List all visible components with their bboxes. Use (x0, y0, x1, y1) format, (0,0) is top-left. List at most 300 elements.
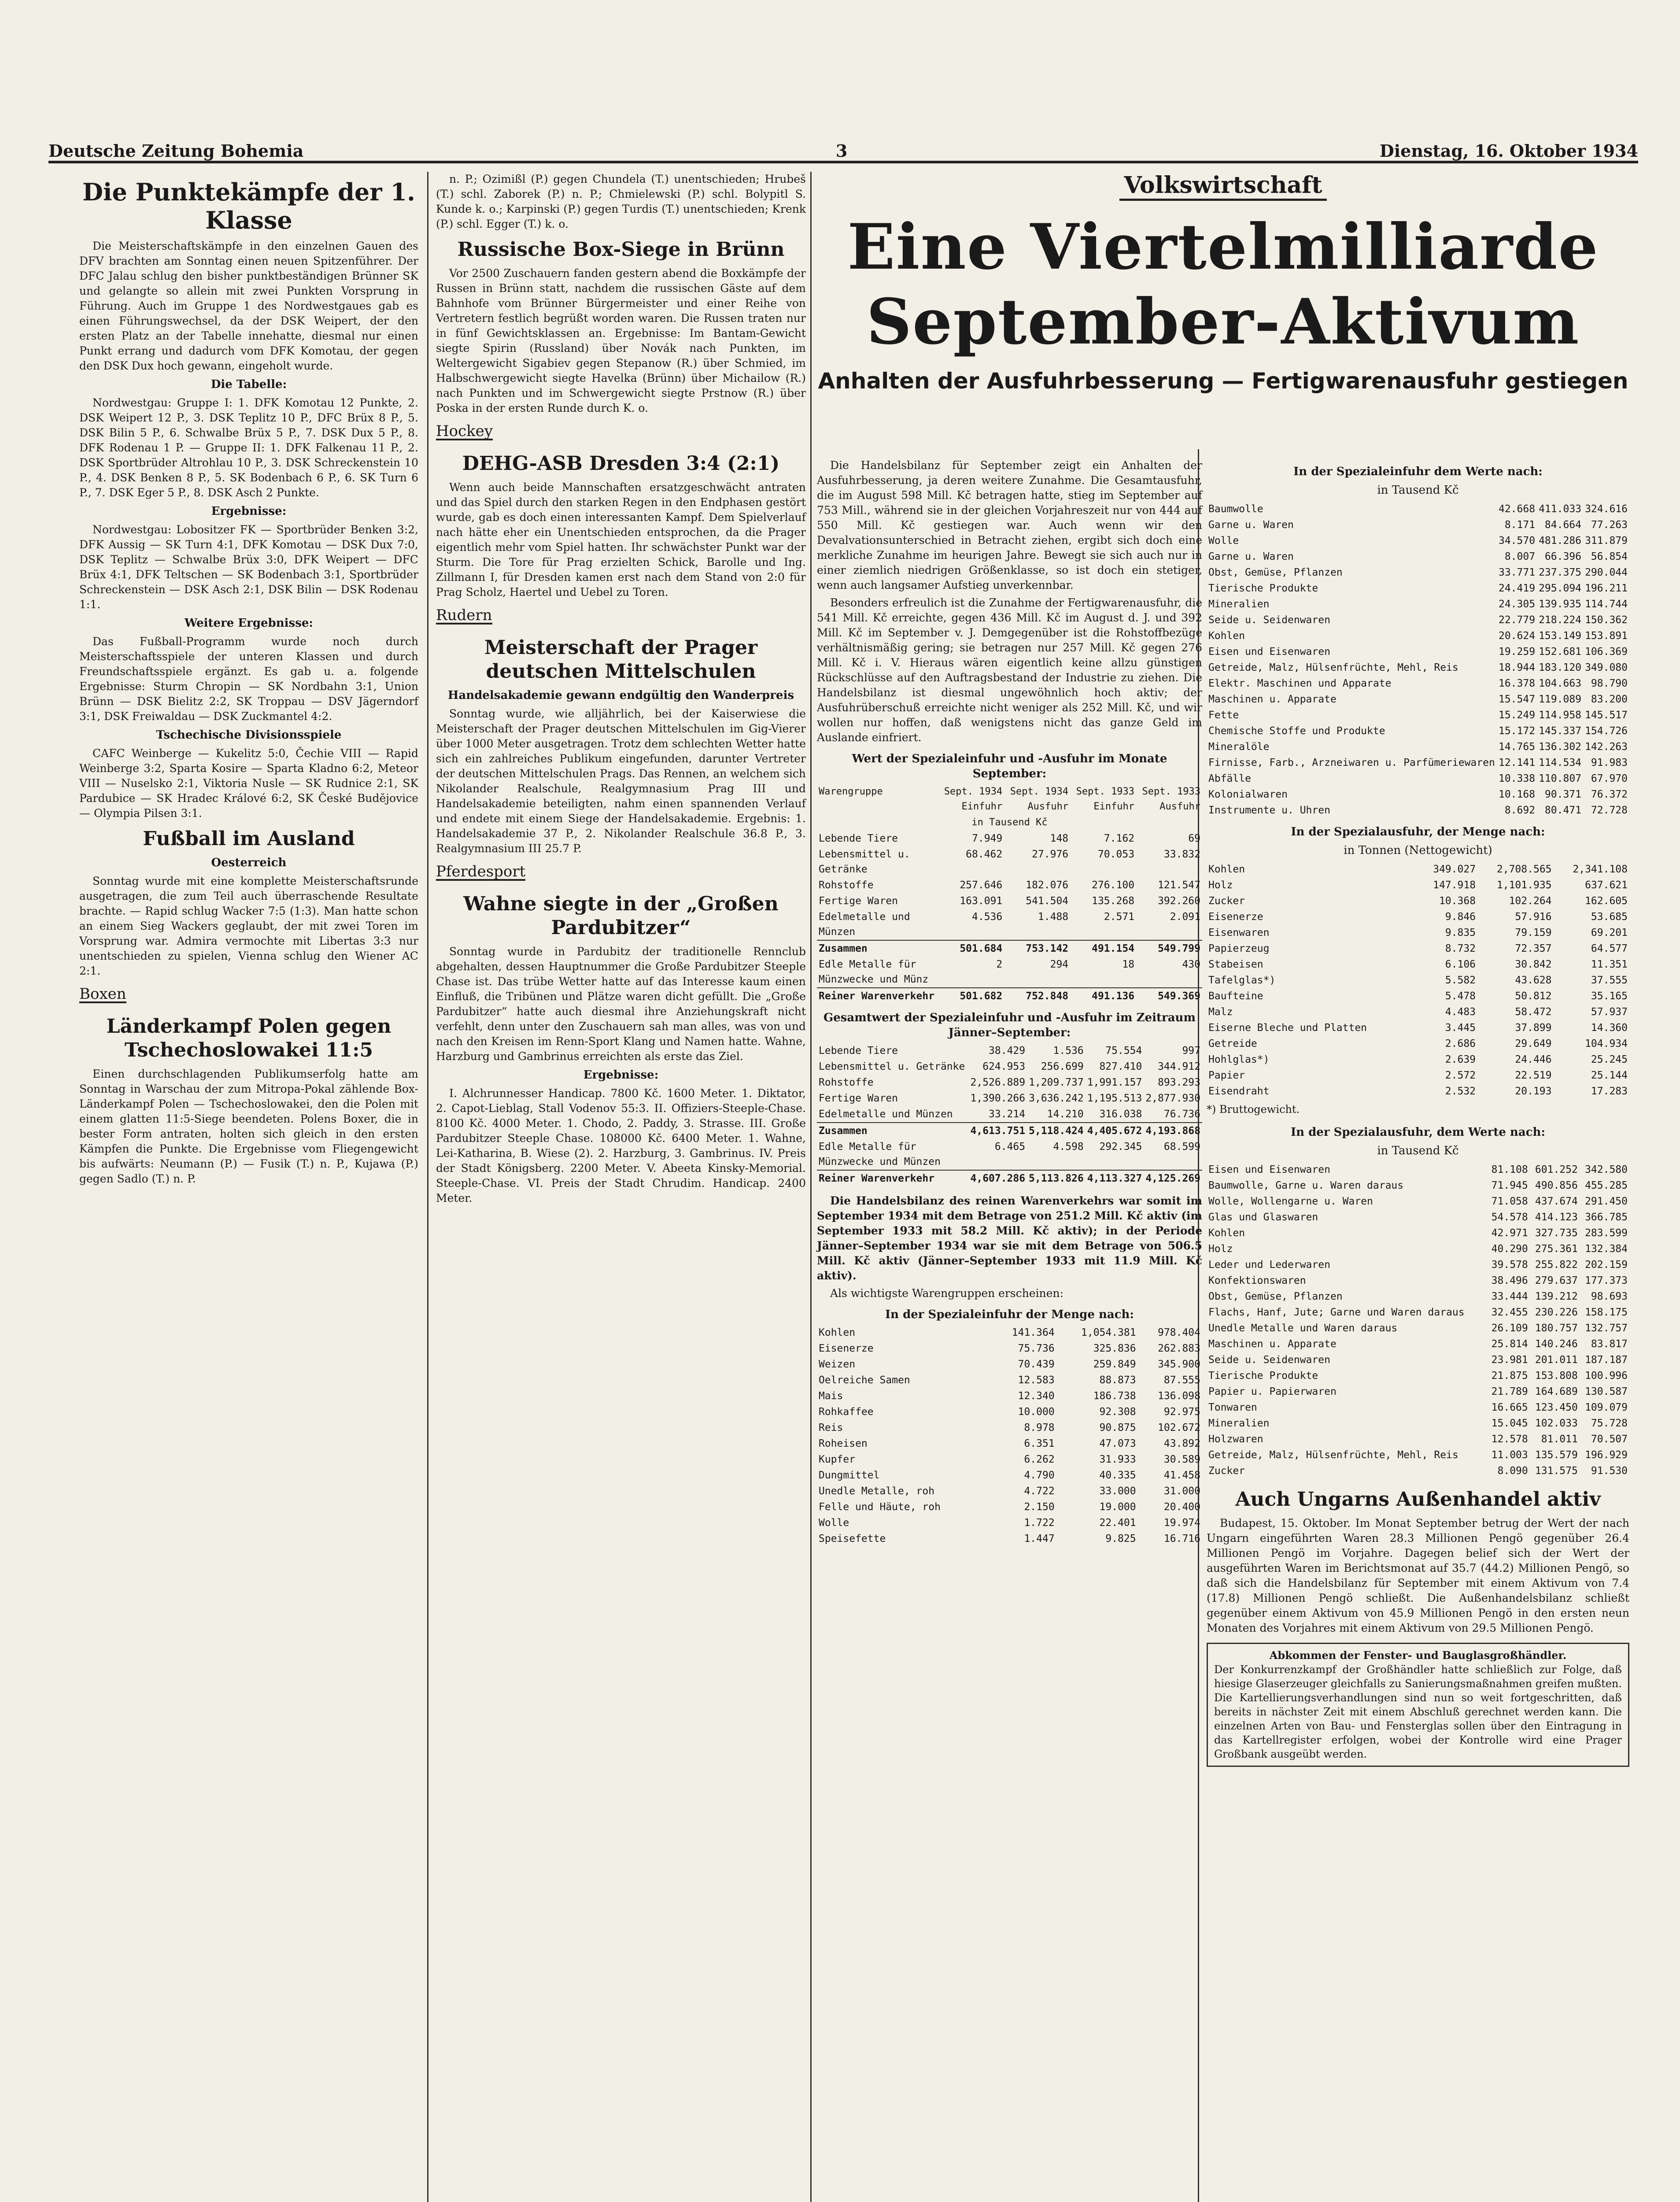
table-cell: 201.011 (1535, 1354, 1578, 1366)
table-cell: 501.682 (938, 988, 1004, 1004)
row-label: Tierische Produkte (1208, 583, 1318, 594)
table-cell: 893.293 (1158, 1077, 1200, 1088)
table-row (1207, 1020, 1629, 1036)
table-cell: 8.978 (1024, 1422, 1055, 1434)
row-label: Rohstoffe (819, 1077, 874, 1088)
row-label: Tierische Produkte (1208, 1370, 1318, 1382)
table-cell: 11.351 (1591, 959, 1628, 970)
column-sport-2 (436, 172, 806, 1208)
table-cell: 637.621 (1585, 879, 1628, 891)
table-cell: 827.410 (1099, 1061, 1142, 1072)
article-title: Die Punktekämpfe der 1. Klasse (82, 178, 415, 234)
table-row (1207, 925, 1629, 941)
table-cell: 35.165 (1591, 990, 1628, 1002)
table-cell: 19.000 (1099, 1501, 1136, 1513)
table-cell: 437.674 (1535, 1196, 1578, 1207)
table-cell: 490.856 (1535, 1180, 1578, 1191)
table-cell: 4.790 (1024, 1470, 1055, 1481)
table-cell: 1.536 (1053, 1045, 1084, 1057)
article-text: Budapest, 15. Oktober. Im Monat September betrug der Wert der nach Ungarn eingeführten Waren 28.3 Millionen Pengö gegenüber 26.4 Millionen Pengö im Vorjahre. Dagegen belief sich der Wert der ausgeführten Waren im Berichtsmonat auf 35.7 (44.2) Millionen Pengö, so daß sich die Handelsbilanz für September mit einem Aktivum von 7.4 (17.8) Millionen Pengö schließt. Die Außenhandelsbilanz schließt gegenüber einem Aktivum von 45.9 Millionen Pengö in den ersten neun Monaten des Vorjahres mit einem Aktivum von 29.5 Millionen Pengö. (1207, 1517, 1629, 1634)
table-cell: 2.572 (1445, 1070, 1476, 1081)
table-cell: 102.672 (1158, 1422, 1200, 1434)
trade-table-september (817, 784, 1202, 1004)
row-label: Wolle, Wollengarne u. Waren (1208, 1196, 1373, 1207)
table-cell: 57.916 (1515, 911, 1552, 923)
section-label: Hockey (436, 422, 493, 440)
article-text: Besonders erfreulich ist die Zunahme der Fertigwarenausfuhr, die 541 Mill. Kč erreichte, gegen 436 Mill. Kč im August d. J. und 392 Mill. Kč im September v. J. Demgegenüber ist die Rohstoffbezüge verhältnismäßig gering; sie betragen nur 257 Mill. Kč gegen 276 Mill. Kč i. V. Hieraus wären eigentlich keine allzu günstigen Rückschlüsse auf den Auftragsbestand der Industrie zu ziehen. Die Handelsbilanz ist diesmal ungewöhnlich hoch aktiv; der Ausfuhrüberschuß erreichte nicht weniger als 252 Mill. Kč, und wir wollen nur hoffen, daß wenigstens nicht das ganze Geld im Auslande einfriert. (817, 596, 1202, 744)
table-cell: 70.053 (1097, 849, 1135, 860)
table-cell: 4,125.269 (1144, 1170, 1202, 1186)
page-number: 3 (835, 141, 848, 161)
table-row (1207, 1304, 1629, 1320)
table-cell: 183.120 (1539, 662, 1582, 673)
table-row (1207, 787, 1629, 802)
row-label: Kohlen (1208, 1227, 1245, 1239)
table-cell: 1,195.513 (1087, 1093, 1142, 1104)
table-cell: 501.684 (938, 940, 1004, 957)
table-cell: 2,341.108 (1573, 864, 1628, 875)
table-cell: 4,613.751 (969, 1123, 1027, 1139)
table-cell: 56.854 (1591, 551, 1628, 562)
row-label: Rohkaffee (819, 1406, 874, 1418)
table-row (1207, 644, 1629, 660)
row-label: Kupfer (819, 1454, 856, 1465)
table-title: In der Spezialausfuhr, der Menge nach: (1291, 825, 1545, 839)
table-cell: 1,991.157 (1087, 1077, 1142, 1088)
export-value-table (1207, 1162, 1629, 1479)
table-row (817, 957, 1202, 988)
table-cell: 33.000 (1099, 1485, 1136, 1497)
table-cell: 392.260 (1158, 895, 1200, 907)
table-cell: 4,607.286 (969, 1170, 1027, 1186)
table-cell: 98.790 (1591, 678, 1628, 689)
table-cell: 24.305 (1498, 599, 1536, 610)
row-label: Reiner Warenverkehr (817, 1170, 969, 1186)
subheading: Oesterreich (211, 856, 287, 869)
table-cell: 291.450 (1585, 1196, 1628, 1207)
table-cell: 66.396 (1544, 551, 1582, 562)
table-cell: 43.892 (1163, 1438, 1200, 1449)
table-cell: 141.364 (1012, 1327, 1055, 1338)
row-label: Eiserne Bleche und Platten (1208, 1022, 1367, 1034)
row-label: Unedle Metalle, roh (819, 1485, 935, 1497)
table-cell: 33.444 (1491, 1291, 1528, 1302)
headline-deck: Anhalten der Ausfuhrbesserung — Fertigwarenausfuhr gestiegen (818, 368, 1628, 394)
table-cell: 345.900 (1158, 1359, 1200, 1370)
section-label: Pferdesport (436, 863, 526, 880)
table-cell: 15.547 (1498, 694, 1536, 705)
table-cell: 158.175 (1585, 1307, 1628, 1318)
row-label: Malz (1208, 1006, 1233, 1018)
table-cell: 12.340 (1018, 1390, 1055, 1402)
row-label: Edle Metalle für Münzwecke und Münz (819, 959, 929, 985)
table-row (1207, 1400, 1629, 1415)
table-row (817, 1483, 1202, 1499)
table-cell: 153.808 (1535, 1370, 1578, 1382)
table-title: In der Spezialeinfuhr dem Werte nach: (1293, 465, 1543, 478)
table-cell: 75.736 (1018, 1343, 1055, 1354)
table-cell: 145.337 (1539, 725, 1582, 737)
row-label: Lebensmittel u. Getränke (819, 849, 910, 875)
table-cell: 15.172 (1498, 725, 1536, 737)
row-label: Garne u. Waren (1208, 519, 1294, 531)
table-cell: 33.832 (1163, 849, 1200, 860)
table-cell: 257.646 (960, 879, 1003, 891)
table-cell: 81.011 (1541, 1434, 1578, 1445)
table-row (817, 1043, 1202, 1059)
table-row (1207, 1257, 1629, 1273)
table-cell: 21.875 (1491, 1370, 1528, 1382)
table-cell: 324.616 (1585, 503, 1628, 515)
table-cell: 80.471 (1544, 805, 1582, 816)
table-cell: 21.789 (1491, 1386, 1528, 1397)
table-cell: 104.934 (1585, 1038, 1628, 1049)
row-label: Getreide (1208, 1038, 1257, 1049)
table-cell: 327.735 (1535, 1227, 1578, 1239)
table-row (1207, 957, 1629, 972)
table-cell: 753.142 (1004, 940, 1070, 957)
row-label: Papier u. Papierwaren (1208, 1386, 1337, 1397)
table-row (1207, 861, 1629, 877)
row-label: Fertige Waren (819, 895, 898, 907)
subheading: Tschechische Divisionsspiele (156, 728, 342, 742)
table-row (1207, 612, 1629, 628)
table-cell: 38.429 (989, 1045, 1026, 1057)
table-row (817, 1388, 1202, 1404)
table-cell: 70.507 (1591, 1434, 1628, 1445)
table-cell: 43.628 (1515, 975, 1552, 986)
row-label: Eisenerze (819, 1343, 874, 1354)
row-label: Eisen und Eisenwaren (1208, 1164, 1330, 1175)
table-cell: 14.360 (1591, 1022, 1628, 1034)
table-cell: 290.044 (1585, 567, 1628, 578)
table-cell: 32.455 (1491, 1307, 1528, 1318)
article-text: n. P.; Ozimißl (P.) gegen Chundela (T.) unentschieden; Hrubeš (T.) schl. Zaborek (P.) n. P.; Chmielewski (P.) schl. Bolypitl S. Kunde k. o.; Karpinski (P.) gegen Turdis (T.) unentschieden; Krenk (P.) schl. Egger (T.) k. o. (436, 173, 806, 230)
article-text: CAFC Weinberge — Kukelitz 5:0, Čechie VIII — Rapid Weinberge 3:2, Sparta Kosire — Sparta Kladno 6:2, Meteor VIII — Nuselsko 2:1, Viktoria Nusle — SK Rudnice 2:1, SK Pardubice — SK Hradec Králové 6:2, SK České Budějovice — Olympia Pilsen 3:1. (79, 747, 418, 820)
table-cell: 132.757 (1585, 1323, 1628, 1334)
subheading: Handelsakademie gewann endgültig den Wanderpreis (447, 689, 794, 702)
table-cell: 102.264 (1509, 895, 1552, 907)
table-cell: 411.033 (1539, 503, 1582, 515)
table-cell: 38.496 (1491, 1275, 1528, 1286)
import-value-table (1207, 501, 1629, 818)
table-row (1207, 1431, 1629, 1447)
table-title: In der Spezialausfuhr, dem Werte nach: (1290, 1126, 1546, 1139)
row-label: Instrumente u. Uhren (1208, 805, 1330, 816)
row-label: Dungmittel (819, 1470, 880, 1481)
table-row (1207, 1083, 1629, 1099)
column-rule (427, 172, 428, 2202)
column-economy-2 (1207, 458, 1629, 1767)
article-text: Die Handelsbilanz des reinen Warenverkehrs war somit im September 1934 mit dem Betrage von 251.2 Mill. Kč aktiv (im September 1933 mit 58.2 Mill. Kč aktiv); in der Periode Jänner–September 1934 war sie mit dem Betrage von 506.5 Mill. Kč aktiv (Jänner–September 1933 mit 11.9 Mill. Kč aktiv). (817, 1194, 1202, 1282)
table-unit: in Tausend Kč (1377, 1144, 1459, 1157)
table-cell: 255.822 (1535, 1259, 1578, 1271)
table-cell: 37.899 (1515, 1022, 1552, 1034)
table-row (817, 1372, 1202, 1388)
row-label: Weizen (819, 1359, 856, 1370)
table-cell: 549.369 (1136, 988, 1202, 1004)
table-row (817, 877, 1202, 893)
table-row (1207, 1052, 1629, 1068)
table-cell: 549.799 (1136, 940, 1202, 957)
section-label: Volkswirtschaft (1119, 172, 1326, 201)
row-label: Fertige Waren (819, 1093, 898, 1104)
table-cell: 349.080 (1585, 662, 1628, 673)
table-cell: 131.575 (1535, 1465, 1578, 1477)
row-label: Eisenerze (1208, 911, 1263, 923)
row-label: Getreide, Malz, Hülsenfrüchte, Mehl, Reis (1208, 1449, 1458, 1461)
table-cell: 262.883 (1158, 1343, 1200, 1354)
table-cell: 72.728 (1591, 805, 1628, 816)
table-cell: 68.462 (966, 849, 1003, 860)
row-label: Holz (1208, 1243, 1233, 1255)
article-title: Wahne siegte in der „Großen Pardubitzer“ (463, 893, 779, 939)
table-cell: 20.400 (1163, 1501, 1200, 1513)
table-row (1207, 628, 1629, 644)
table-cell: 84.664 (1544, 519, 1582, 531)
table-cell: 180.757 (1535, 1323, 1578, 1334)
table-row (817, 1420, 1202, 1436)
table-row (1207, 1225, 1629, 1241)
table-cell: 139.212 (1535, 1291, 1578, 1302)
table-cell: 153.891 (1585, 630, 1628, 642)
table-cell: 135.268 (1092, 895, 1135, 907)
table-unit: in Tausend Kč (971, 817, 1048, 828)
column-header: Sept. 1934 Ausfuhr (1010, 786, 1069, 812)
row-label: Eisendraht (1208, 1086, 1270, 1097)
table-cell: 342.580 (1585, 1164, 1628, 1175)
row-label: Glas und Glaswaren (1208, 1212, 1318, 1223)
table-row (817, 1436, 1202, 1452)
table-row (817, 1325, 1202, 1341)
table-cell: 6.351 (1024, 1438, 1055, 1449)
table-unit: in Tonnen (Nettogewicht) (1344, 844, 1492, 857)
table-row (1207, 1241, 1629, 1257)
row-label: Unedle Metalle und Waren daraus (1208, 1323, 1398, 1334)
table-cell: 2,877.930 (1145, 1093, 1200, 1104)
table-cell: 311.879 (1585, 535, 1628, 547)
table-cell: 75.728 (1591, 1418, 1628, 1429)
table-cell: 9.825 (1105, 1533, 1136, 1544)
table-cell: 119.089 (1539, 694, 1582, 705)
table-cell: 23.981 (1491, 1354, 1528, 1366)
issue-date: Dienstag, 16. Oktober 1934 (1379, 141, 1638, 161)
table-cell: 147.918 (1433, 879, 1476, 891)
table-cell: 98.693 (1591, 1291, 1628, 1302)
table-cell: 624.953 (982, 1061, 1026, 1072)
table-cell: 92.308 (1099, 1406, 1136, 1418)
column-rule (810, 172, 812, 2202)
table-row (817, 893, 1202, 909)
table-row (817, 909, 1202, 940)
table-cell: 25.144 (1591, 1070, 1628, 1081)
table-row (1207, 771, 1629, 787)
row-label: Mineralien (1208, 1418, 1270, 1429)
table-row (817, 1075, 1202, 1090)
row-label: Stabeisen (1208, 959, 1263, 970)
table-cell: 15.045 (1491, 1418, 1528, 1429)
article-title: Länderkampf Polen gegen Tschechoslowakei 11:5 (106, 1015, 391, 1061)
table-cell: 72.357 (1515, 943, 1552, 954)
table-cell: 256.699 (1041, 1061, 1084, 1072)
table-cell: 5.478 (1445, 990, 1476, 1002)
table-cell: 19.259 (1498, 646, 1536, 658)
table-cell: 6.262 (1024, 1454, 1055, 1465)
row-label: Maschinen u. Apparate (1208, 694, 1337, 705)
table-cell: 2.091 (1170, 911, 1200, 923)
table-cell: 978.404 (1158, 1327, 1200, 1338)
table-cell: 50.812 (1515, 990, 1552, 1002)
row-label: Papierzeug (1208, 943, 1270, 954)
table-cell: 275.361 (1535, 1243, 1578, 1255)
table-cell: 279.637 (1535, 1275, 1578, 1286)
table-cell: 136.302 (1539, 741, 1582, 753)
table-cell: 455.285 (1585, 1180, 1628, 1191)
table-cell: 218.224 (1539, 614, 1582, 626)
table-cell: 12.583 (1018, 1374, 1055, 1386)
table-row (1207, 893, 1629, 909)
table-title: Wert der Spezialeinfuhr und -Ausfuhr im Monate September: (852, 752, 1167, 780)
table-cell: 90.875 (1099, 1422, 1136, 1434)
net-row (817, 1170, 1202, 1186)
table-cell: 37.555 (1591, 975, 1628, 986)
table-cell: 2 (996, 959, 1003, 970)
table-row (1207, 596, 1629, 612)
table-cell: 91.983 (1591, 757, 1628, 768)
table-cell: 58.472 (1515, 1006, 1552, 1018)
article-text: Als wichtigste Warengruppen erscheinen: (830, 1287, 1064, 1300)
table-cell: 153.149 (1539, 630, 1582, 642)
table-cell: 230.226 (1535, 1307, 1578, 1318)
import-quantity-table (817, 1325, 1202, 1547)
table-cell: 148 (1050, 833, 1069, 844)
table-row (1207, 739, 1629, 755)
table-cell: 2.571 (1104, 911, 1135, 923)
table-row (1207, 1273, 1629, 1289)
section-label: Boxen (79, 985, 126, 1003)
table-cell: 182.076 (1026, 879, 1069, 891)
table-cell: 42.668 (1498, 503, 1536, 515)
table-cell: 145.517 (1585, 709, 1628, 721)
table-cell: 259.849 (1093, 1359, 1136, 1370)
article-title: DEHG-ASB Dresden 3:4 (2:1) (462, 452, 780, 475)
row-label: Chemische Stoffe und Produkte (1208, 725, 1385, 737)
table-cell: 601.252 (1535, 1164, 1578, 1175)
row-label: Rohstoffe (819, 879, 874, 891)
table-cell: 114.958 (1539, 709, 1582, 721)
table-cell: 344.912 (1158, 1061, 1200, 1072)
table-cell: 71.945 (1491, 1180, 1528, 1191)
table-cell: 10.338 (1498, 773, 1536, 784)
table-row (1207, 909, 1629, 925)
table-row (817, 1139, 1202, 1170)
article-text: Wenn auch beide Mannschaften ersatzgeschwächt antraten und das Spiel durch den starken Regen in den Endphasen gestört wurde, gab es doch einen interessanten Kampf. Dem Spielverlauf nach hätte eher ein Unentschieden entsprochen, da die Prager eigentlich mehr vom Spiel hatten. Ihr schwächster Punkt war der Sturm. Die Tore für Prag erzielten Schick, Barolle und Ing. Zillmann I, für Dresden kamen erst nach dem Stand von 2:0 für Prag Scholz, Haertel und Uebel zu Toren. (436, 481, 806, 599)
table-cell: 69 (1188, 833, 1200, 844)
table-cell: 57.937 (1591, 1006, 1628, 1018)
table-cell: 4.722 (1024, 1485, 1055, 1497)
table-row (1207, 580, 1629, 596)
table-cell: 237.375 (1539, 567, 1582, 578)
row-label: Mineralien (1208, 599, 1270, 610)
table-cell: 349.027 (1433, 864, 1476, 875)
table-cell: 87.555 (1163, 1374, 1200, 1386)
table-cell: 18.944 (1498, 662, 1536, 673)
table-cell: 42.971 (1491, 1227, 1528, 1239)
row-label: Kohlen (819, 1327, 856, 1338)
table-cell: 5.582 (1445, 975, 1476, 986)
table-cell: 54.578 (1491, 1212, 1528, 1223)
table-cell: 135.579 (1535, 1449, 1578, 1461)
table-cell: 4,405.672 (1086, 1123, 1144, 1139)
table-cell: 8.732 (1445, 943, 1476, 954)
table-cell: 33.214 (989, 1108, 1026, 1120)
table-cell: 69.201 (1591, 927, 1628, 938)
table-row (1207, 1178, 1629, 1193)
table-cell: 196.211 (1585, 583, 1628, 594)
table-row (1207, 755, 1629, 771)
box-title: Abkommen der Fenster- und Bauglasgroßhändler. (1269, 1649, 1567, 1662)
table-cell: 71.058 (1491, 1196, 1528, 1207)
table-row (1207, 565, 1629, 580)
article-text: Die Handelsbilanz für September zeigt ein Anhalten der Ausfuhrbesserung, ja deren weitere Zunahme. Die Gesamtausfuhr, die im August 598 Mill. Kč betragen hatte, stieg im September auf 753 Mill., während sie in der gleichen Vorjahreszeit nur von 444 auf 550 Mill. Kč gestiegen war. Auch wenn wir den Devalvationsunterschied in Betracht ziehen, ergibt sich doch eine merkliche Zunahme im heurigen Jahre. Bewegt sie sich auch nur in einer ziemlich niedrigen Größenklasse, so ist doch ein stetiger, wenn auch langsamer Aufstieg unverkennbar. (817, 459, 1202, 591)
table-cell: 162.605 (1585, 895, 1628, 907)
row-label: Lebensmittel u. Getränke (819, 1061, 965, 1072)
table-cell: 142.263 (1585, 741, 1628, 753)
subheading: Ergebnisse: (211, 505, 287, 518)
table-cell: 40.290 (1491, 1243, 1528, 1255)
results-text: I. Alchrunnesser Handicap. 7800 Kč. 1600 Meter. 1. Diktator, 2. Capot-Lieblag, Stall Vodenov 55:3. II. Offiziers-Steeple-Chase. 8100 Kč. 4000 Meter. 1. Chodo, 2. Paddy, 3. Strasse. III. Große Pardubitzer Steeple Chase. 108000 Kč. 6400 Meter. 1. Wahne, Lei-Katharina, B. Wiese (2). 2. Harzburg, 3. Gambrinus. IV. Preis der Stadt Königsberg. 2200 Meter. V. Abeeta Kinsky-Memorial. Steeple-Chase. VI. Preis der Stadt Chrudim. Handicap. 2400 Meter. (436, 1087, 806, 1204)
table-cell: 12.141 (1498, 757, 1536, 768)
table-cell: 83.817 (1591, 1338, 1628, 1350)
article-title: Auch Ungarns Außenhandel aktiv (1235, 1488, 1601, 1511)
table-row (1207, 1289, 1629, 1304)
row-label: Kolonialwaren (1208, 789, 1288, 800)
row-label: Mineralöle (1208, 741, 1270, 753)
article-title: Meisterschaft der Prager deutschen Mittelschulen (484, 636, 758, 683)
table-cell: 121.547 (1158, 879, 1200, 891)
table-cell: 29.649 (1515, 1038, 1552, 1049)
table-cell: 25.245 (1591, 1054, 1628, 1065)
table-row (817, 846, 1202, 877)
table-row (1207, 1068, 1629, 1083)
table-cell: 25.814 (1491, 1338, 1528, 1350)
table-cell: 276.100 (1092, 879, 1135, 891)
table-row (1207, 1415, 1629, 1431)
news-box (1207, 1643, 1629, 1767)
row-label: Zucker (1208, 1465, 1245, 1477)
table-cell: 14.210 (1047, 1108, 1084, 1120)
section-label: Rudern (436, 606, 492, 624)
table-cell: 541.504 (1026, 895, 1069, 907)
row-label: Obst, Gemüse, Pflanzen (1208, 1291, 1343, 1302)
table-row (1207, 1162, 1629, 1178)
article-text: Sonntag wurde in Pardubitz der traditionelle Rennclub abgehalten, dessen Hauptnummer die Große Pardubitzer Steeple Chase ist. Das trübe Wetter hatte auf das Interesse kaum einen Einfluß, die Tribünen und Plätze waren dicht gefüllt. Die „Große Pardubitzer“ hatte auch diesmal ihre Anziehungskraft nicht verfehlt, denn unter den Zuschauern sah man alles, was von und nach den Kreisen im Renn-Sport Klang und Namen hatte. Wahne, Harzburg und Gambrinus erreichten als erste das Ziel. (436, 945, 806, 1063)
table-cell: 47.073 (1099, 1438, 1136, 1449)
table-cell: 187.187 (1585, 1354, 1628, 1366)
row-label: Konfektionswaren (1208, 1275, 1306, 1286)
table-cell: 2.532 (1445, 1086, 1476, 1097)
economy-masthead (817, 172, 1629, 394)
table-title: Gesamtwert der Spezialeinfuhr und -Ausfuhr im Zeitraum Jänner–September: (823, 1011, 1196, 1039)
table-cell: 4.536 (972, 911, 1003, 923)
table-cell: 491.136 (1070, 988, 1136, 1004)
table-cell: 140.246 (1535, 1338, 1578, 1350)
table-cell: 1,054.381 (1081, 1327, 1136, 1338)
table-cell: 40.335 (1099, 1470, 1136, 1481)
table-cell: 30.589 (1163, 1454, 1200, 1465)
table-cell: 26.109 (1491, 1323, 1528, 1334)
row-label: Zusammen (817, 940, 938, 957)
